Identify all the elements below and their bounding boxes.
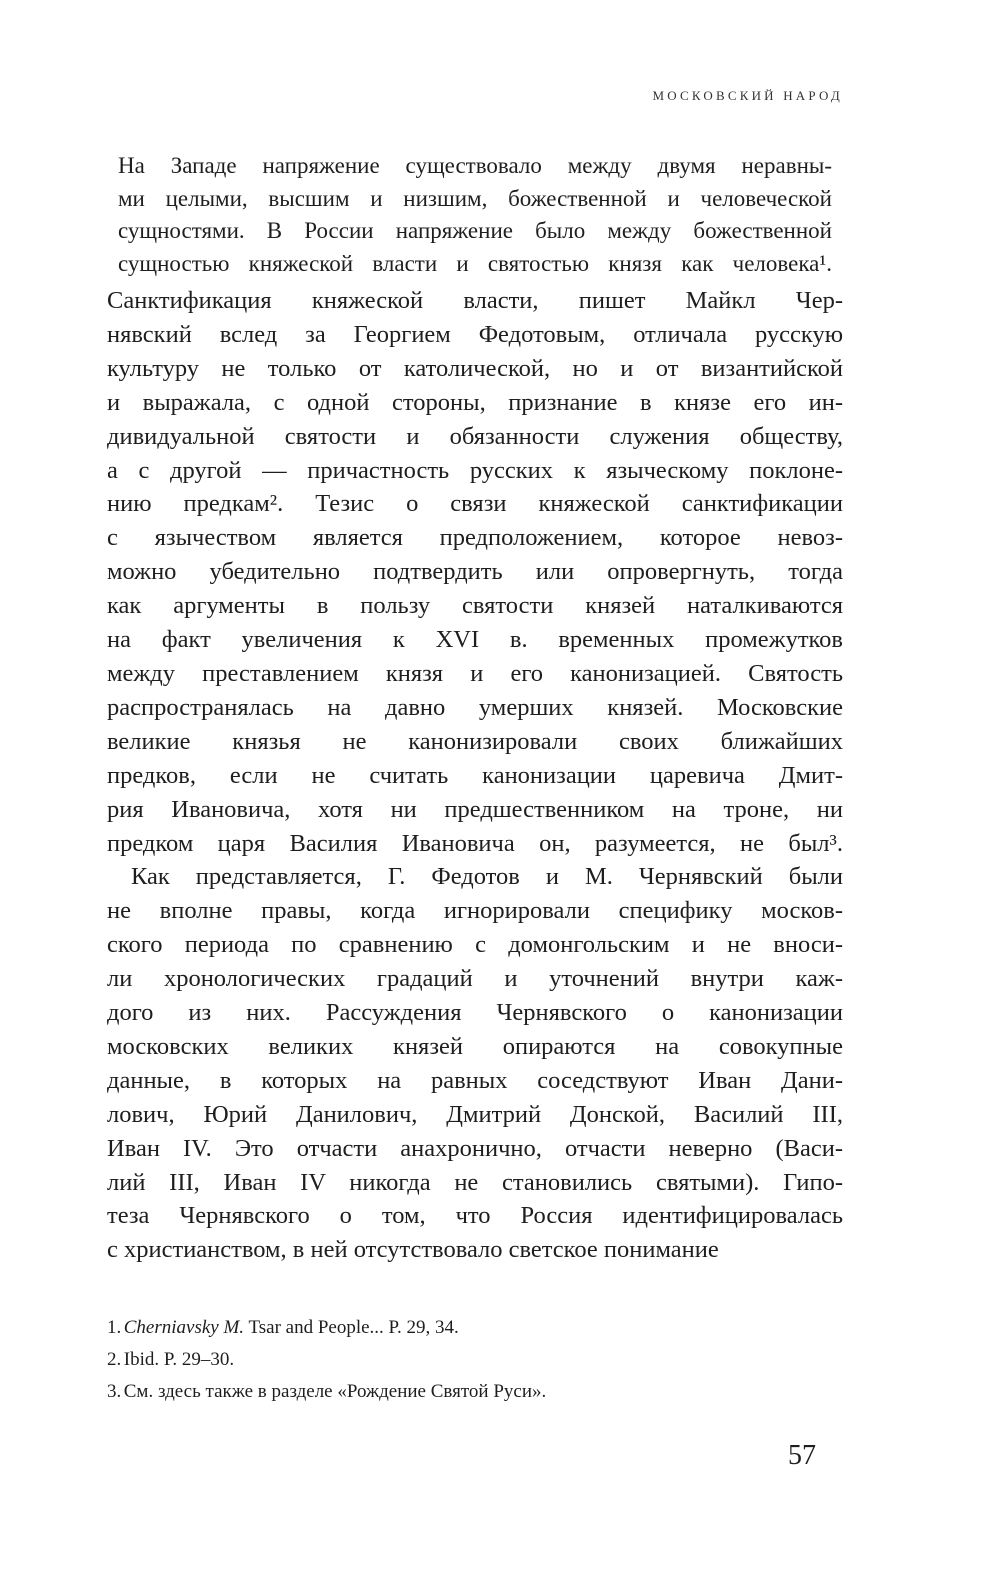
text-line: как аргументы в пользу святости князей наталкиваются xyxy=(107,592,843,620)
text-line: На Западе напряжение существовало между двумя неравны- xyxy=(118,153,832,178)
text-line: а с другой — причастность русских к языческому поклоне- xyxy=(107,456,843,484)
text-line: распространялась на давно умерших князей. Московские xyxy=(107,693,843,721)
footnote-text: Tsar and People... P. 29, 34. xyxy=(244,1317,459,1338)
text-line: культуру не только от католической, но и от византийской xyxy=(107,354,843,382)
footnote-text: Ibid. P. 29–30. xyxy=(123,1349,235,1370)
text-line: с язычеством является предположением, которое невоз- xyxy=(107,524,843,552)
footnote xyxy=(107,1348,234,1372)
text-line: дого из них. Рассуждения Чернявского о канонизации xyxy=(107,999,843,1027)
footnote-number: 3. xyxy=(107,1381,122,1402)
text-line: на факт увеличения к XVI в. временных промежутков xyxy=(107,626,843,654)
footnote xyxy=(107,1316,459,1340)
text-line: Санктификация княжеской власти, пишет Майкл Чер- xyxy=(107,287,843,314)
text-line: нявский вслед за Георгием Федотовым, отличала русскую xyxy=(107,320,843,348)
block-quote xyxy=(118,150,832,280)
text-line: московских великих князей опираются на совокупные xyxy=(107,1032,843,1060)
text-line: предком царя Василия Ивановича он, разумеется, не был³. xyxy=(107,829,843,857)
text-line: Как представляется, Г. Федотов и М. Чернявский были xyxy=(131,863,843,891)
body-text xyxy=(107,284,843,1267)
text-line: лович, Юрий Данилович, Дмитрий Донской, Василий III, xyxy=(107,1100,843,1128)
footnote-text: См. здесь также в разделе «Рождение Святой Руси». xyxy=(123,1381,547,1402)
text-line: предков, если не считать канонизации царевича Дмит- xyxy=(107,761,843,789)
footnote xyxy=(107,1380,546,1404)
footnote-author: Cherniavsky M. xyxy=(123,1317,245,1338)
text-line: можно убедительно подтвердить или опровергнуть, тогда xyxy=(107,558,843,586)
text-line: и выражала, с одной стороны, признание в князе его ин- xyxy=(107,388,843,416)
text-line: сущностью княжеской власти и святостью князя как человека¹. xyxy=(118,250,832,276)
text-line: нию предкам². Тезис о связи княжеской санктификации xyxy=(107,490,843,518)
text-line: великие князья не канонизировали своих ближайших xyxy=(107,727,843,755)
text-line: лий III, Иван IV никогда не становились святыми). Гипо- xyxy=(107,1168,843,1196)
text-line: данные, в которых на равных соседствуют Иван Дани- xyxy=(107,1066,843,1094)
text-line: Иван IV. Это отчасти анахронично, отчасти неверно (Васи- xyxy=(107,1134,843,1162)
text-line: ли хронологических градаций и уточнений внутри каж- xyxy=(107,965,843,993)
text-line: рия Ивановича, хотя ни предшественником на троне, ни xyxy=(107,795,843,823)
footnote-number: 2. xyxy=(107,1349,122,1370)
running-header: МОСКОВСКИЙ НАРОД xyxy=(652,88,843,103)
text-line: ми целыми, высшим и низшим, божественной и человеческой xyxy=(118,185,832,211)
text-line: дивидуальной святости и обязанности служения обществу, xyxy=(107,422,843,450)
footnote-number: 1. xyxy=(107,1317,122,1338)
text-line: с христианством, в ней отсутствовало светское понимание xyxy=(107,1236,719,1264)
text-line: сущностями. В России напряжение было между божественной xyxy=(118,218,832,243)
text-line: теза Чернявского о том, что Россия идентифицировалась xyxy=(107,1202,843,1230)
page-number: 57 xyxy=(788,1440,816,1471)
text-line: не вполне правы, когда игнорировали специфику москов- xyxy=(107,897,843,925)
text-line: ского периода по сравнению с домонгольским и не вноси- xyxy=(107,931,843,959)
text-line: между преставлением князя и его канонизацией. Святость xyxy=(107,659,843,687)
